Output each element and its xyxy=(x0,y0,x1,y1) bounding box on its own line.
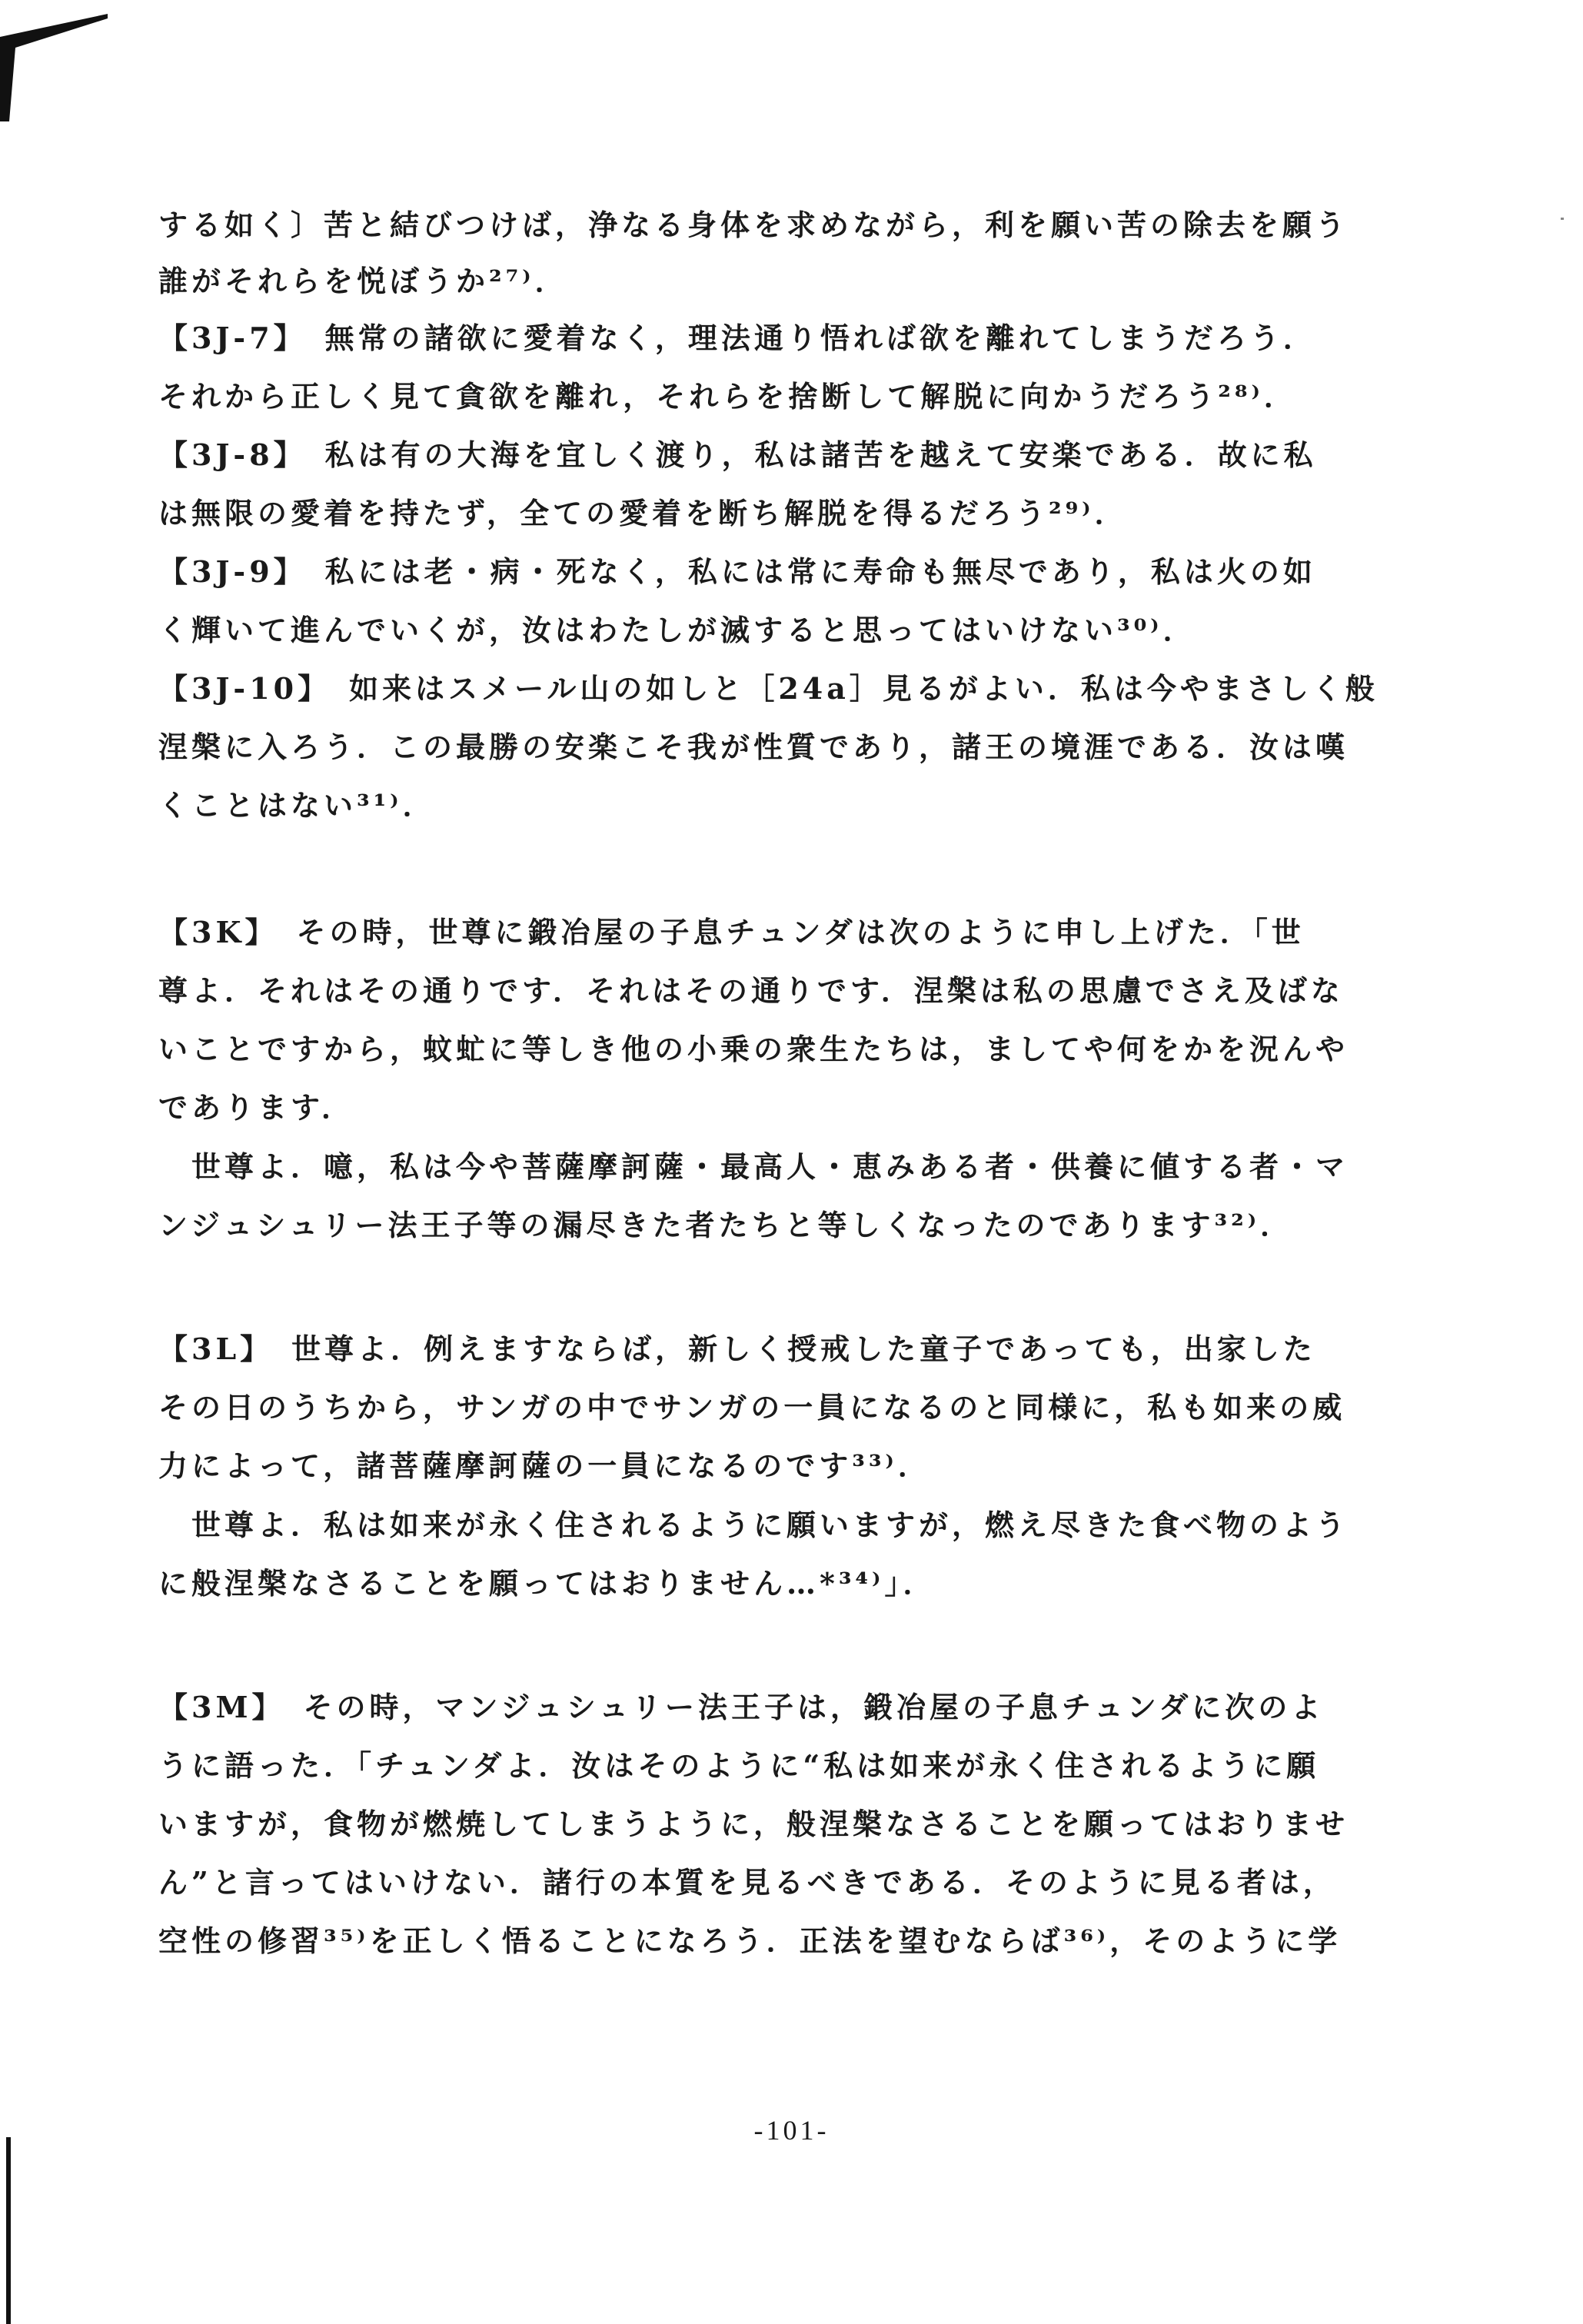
text-line: は無限の愛着を持たず，全ての愛着を断ち解脱を得るだろう²⁹⁾． xyxy=(158,496,1128,530)
text-line: に般涅槃なさることを願ってはおりません…*³⁴⁾」． xyxy=(158,1566,936,1601)
text-line: それから正しく見て貪欲を離れ，それらを捨断して解脱に向かうだろう²⁸⁾． xyxy=(158,379,1297,414)
text-line: ンジュシュリー法王子等の漏尽きた者たちと等しくなったのであります³²⁾． xyxy=(158,1208,1294,1242)
crop-mark-top xyxy=(0,14,108,121)
text-line: 涅槃に入ろう．この最勝の安楽こそ我が性質であり，諸王の境涯である．汝は嘆 xyxy=(158,730,1349,764)
text-line: くことはない³¹⁾． xyxy=(158,788,436,823)
text-line: ん”と言ってはいけない．諸行の本質を見るべきである．そのように見る者は， xyxy=(158,1865,1336,1900)
text-line: 世尊よ．噫，私は今や菩薩摩訶薩・最高人・恵みある者・供養に値する者・マ xyxy=(158,1149,1349,1184)
text-line: いことですから，蚊虻に等しき他の小乗の衆生たちは，ましてや何をかを況んや xyxy=(158,1032,1349,1066)
text-line: 【3L】 世尊よ．例えますならば，新しく授戒した童子であっても，出家した xyxy=(158,1332,1316,1366)
text-line: 【3J-9】 私には老・病・死なく，私には常に寿命も無尽であり，私は火の如 xyxy=(158,554,1316,589)
crop-mark-bottom xyxy=(0,2122,31,2324)
text-line: いますが，食物が燃焼してしまうように，般涅槃なさることを願ってはおりませ xyxy=(158,1807,1349,1841)
text-line: その日のうちから，サンガの中でサンガの一員になるのと同様に，私も如来の威 xyxy=(158,1390,1346,1425)
text-line: 【3J-8】 私は有の大海を宜しく渡り，私は諸苦を越えて安楽である．故に私 xyxy=(158,437,1317,472)
text-line: うに語った．「チュンダよ．汝はそのように“私は如来が永く住されるように願 xyxy=(158,1748,1320,1783)
text-line: 世尊よ．私は如来が永く住されるように願いますが，燃え尽きた食べ物のよう xyxy=(158,1508,1349,1542)
text-line: であります． xyxy=(158,1090,354,1125)
text-line: 空性の修習³⁵⁾を正しく悟ることになろう．正法を望むならば³⁶⁾，そのように学 xyxy=(158,1923,1342,1958)
text-line: 力によって，諸菩薩摩訶薩の一員になるのです³³⁾． xyxy=(158,1448,931,1483)
text-line: する如く〕苦と結びつけば，浄なる身体を求めながら，利を願い苦の除去を願う xyxy=(158,208,1349,242)
text-line: 【3J-10】 如来はスメール山の如しと［24a］見るがよい．私は今やまさしく般 xyxy=(158,671,1378,706)
text-line: く輝いて進んでいくが，汝はわたしが滅すると思ってはいけない³⁰⁾． xyxy=(158,613,1196,647)
text-line: 【3J-7】 無常の諸欲に愛着なく，理法通り悟れば欲を離れてしまうだろう． xyxy=(158,321,1316,355)
text-line: 【3M】 その時，マンジュシュリー法王子は，鍛冶屋の子息チュンダに次のよ xyxy=(158,1690,1325,1724)
text-line: 誰がそれらを悦ぼうか²⁷⁾． xyxy=(158,264,568,298)
page-number: -101- xyxy=(753,2115,830,2146)
text-line: 尊よ．それはその通りです．それはその通りです．涅槃は私の思慮でさえ及ばな xyxy=(158,973,1344,1008)
scan-speck xyxy=(1561,218,1564,220)
text-line: 【3K】 その時，世尊に鍛冶屋の子息チュンダは次のように申し上げた．「世 xyxy=(158,915,1305,949)
